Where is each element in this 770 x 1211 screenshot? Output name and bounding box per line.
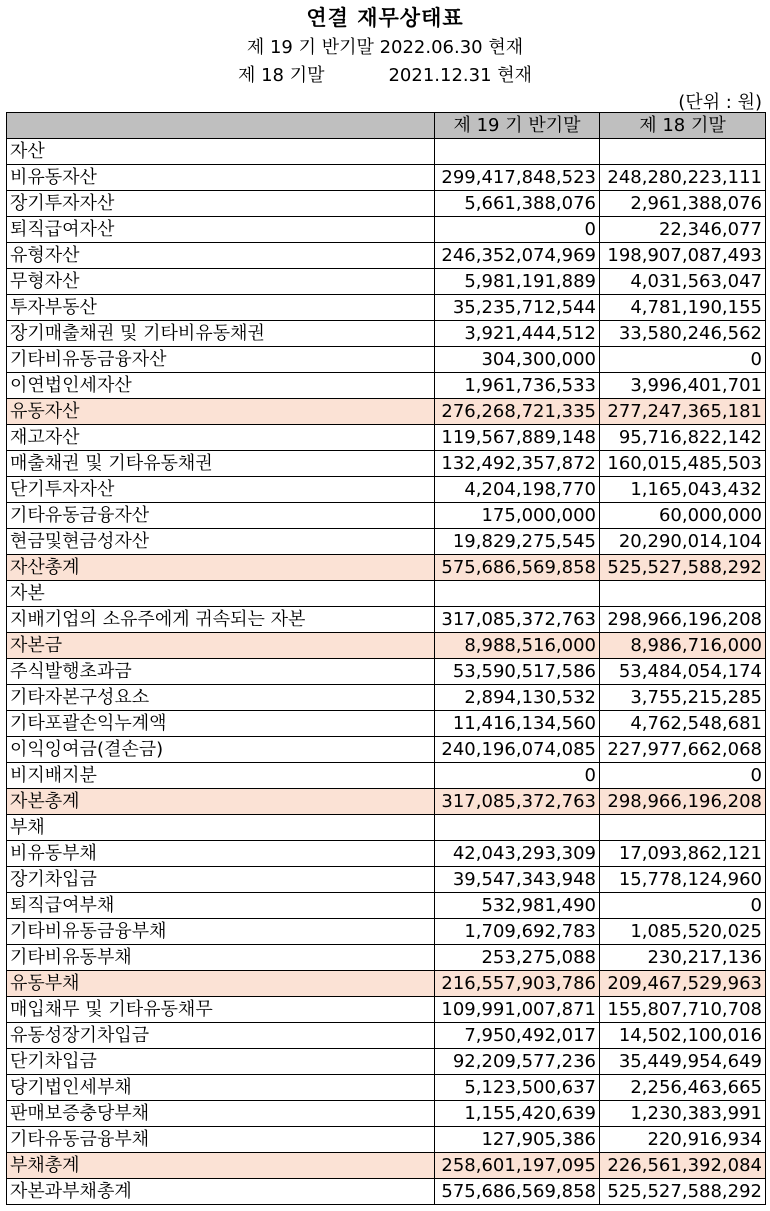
- current-period-value: 304,300,000: [435, 347, 600, 373]
- table-row: [7, 295, 766, 321]
- current-period-value: 1,961,736,533: [435, 373, 600, 399]
- row-label: 퇴직급여부채: [7, 893, 435, 919]
- current-period-value: 3,921,444,512: [435, 321, 600, 347]
- current-period-value: 299,417,848,523: [435, 165, 600, 191]
- header-cell-current-period: 제 19 기 반기말: [435, 113, 600, 139]
- prior-period-value: 298,966,196,208: [600, 607, 766, 633]
- prior-period-value: 4,762,548,681: [600, 711, 766, 737]
- row-label: 자본: [7, 581, 435, 607]
- row-label: 자본과부채총계: [7, 1179, 435, 1205]
- balance-sheet-table: [6, 112, 766, 1205]
- table-row: [7, 997, 766, 1023]
- prior-period-value: 230,217,136: [600, 945, 766, 971]
- current-period-value: 119,567,889,148: [435, 425, 600, 451]
- prior-period-value: [600, 139, 766, 165]
- current-period-value: 42,043,293,309: [435, 841, 600, 867]
- row-label: 유동부채: [7, 971, 435, 997]
- current-period-value: 4,204,198,770: [435, 477, 600, 503]
- current-period-value: 5,123,500,637: [435, 1075, 600, 1101]
- table-row: [7, 321, 766, 347]
- current-period-value: 127,905,386: [435, 1127, 600, 1153]
- current-period-value: 1,709,692,783: [435, 919, 600, 945]
- table-row: [7, 191, 766, 217]
- row-label: 지배기업의 소유주에게 귀속되는 자본: [7, 607, 435, 633]
- prior-period-value: 53,484,054,174: [600, 659, 766, 685]
- current-period-value: 11,416,134,560: [435, 711, 600, 737]
- row-label: 비지배지분: [7, 763, 435, 789]
- current-period-value: 2,894,130,532: [435, 685, 600, 711]
- row-label: 기타포괄손익누계액: [7, 711, 435, 737]
- row-label: 자산총계: [7, 555, 435, 581]
- row-label: 장기투자자산: [7, 191, 435, 217]
- prior-period-value: 1,230,383,991: [600, 1101, 766, 1127]
- table-row: [7, 971, 766, 997]
- table-row: [7, 477, 766, 503]
- table-row: [7, 1049, 766, 1075]
- table-row: [7, 685, 766, 711]
- row-label: 비유동부채: [7, 841, 435, 867]
- table-row: [7, 399, 766, 425]
- current-period-value: 5,981,191,889: [435, 269, 600, 295]
- row-label: 투자부동산: [7, 295, 435, 321]
- current-period-value: 253,275,088: [435, 945, 600, 971]
- current-period-value: 317,085,372,763: [435, 607, 600, 633]
- current-period-value: 175,000,000: [435, 503, 600, 529]
- prior-period-value: 14,502,100,016: [600, 1023, 766, 1049]
- current-period-value: 216,557,903,786: [435, 971, 600, 997]
- table-row: [7, 893, 766, 919]
- prior-period-label: 제 18 기말: [237, 65, 325, 86]
- current-period-value: 258,601,197,095: [435, 1153, 600, 1179]
- row-label: 기타자본구성요소: [7, 685, 435, 711]
- table-row: [7, 711, 766, 737]
- row-label: 기타유동금융자산: [7, 503, 435, 529]
- report-title: 연결 재무상태표: [306, 6, 464, 30]
- prior-period-value: 209,467,529,963: [600, 971, 766, 997]
- row-label: 주식발행초과금: [7, 659, 435, 685]
- header-cell-prior-period: 제 18 기말: [600, 113, 766, 139]
- prior-period-value: 277,247,365,181: [600, 399, 766, 425]
- prior-period-value: 2,961,388,076: [600, 191, 766, 217]
- prior-period-value: 17,093,862,121: [600, 841, 766, 867]
- current-period-value: [435, 815, 600, 841]
- current-period-value: 1,155,420,639: [435, 1101, 600, 1127]
- current-period-value: [435, 581, 600, 607]
- prior-period-value: 35,449,954,649: [600, 1049, 766, 1075]
- row-label: 퇴직급여자산: [7, 217, 435, 243]
- current-period-value: 317,085,372,763: [435, 789, 600, 815]
- prior-period-value: 3,755,215,285: [600, 685, 766, 711]
- prior-period-value: [600, 815, 766, 841]
- table-row: [7, 1075, 766, 1101]
- prior-period-value: 2,256,463,665: [600, 1075, 766, 1101]
- prior-period-value: 4,031,563,047: [600, 269, 766, 295]
- table-row: [7, 1023, 766, 1049]
- current-period-value: 5,661,388,076: [435, 191, 600, 217]
- row-label: 장기매출채권 및 기타비유동채권: [7, 321, 435, 347]
- current-period-value: 92,209,577,236: [435, 1049, 600, 1075]
- table-row: [7, 243, 766, 269]
- current-period-value: [435, 139, 600, 165]
- table-body: [7, 139, 766, 1205]
- table-row: [7, 1101, 766, 1127]
- prior-period-value: 0: [600, 763, 766, 789]
- row-label: 유형자산: [7, 243, 435, 269]
- table-row: [7, 1179, 766, 1205]
- row-label: 무형자산: [7, 269, 435, 295]
- prior-period-value: 160,015,485,503: [600, 451, 766, 477]
- prior-period-value: 1,085,520,025: [600, 919, 766, 945]
- table-row: [7, 1127, 766, 1153]
- unit-label: (단위 : 원): [678, 92, 762, 113]
- prior-period-value: 220,916,934: [600, 1127, 766, 1153]
- table-row: [7, 165, 766, 191]
- row-label: 이연법인세자산: [7, 373, 435, 399]
- current-period-value: 0: [435, 763, 600, 789]
- table-row: [7, 139, 766, 165]
- row-label: 자산: [7, 139, 435, 165]
- table-row: [7, 737, 766, 763]
- prior-period-value: [600, 581, 766, 607]
- row-label: 판매보증충당부채: [7, 1101, 435, 1127]
- table-row: [7, 945, 766, 971]
- prior-period-value: 298,966,196,208: [600, 789, 766, 815]
- table-header-row: [7, 113, 766, 139]
- table-row: [7, 607, 766, 633]
- row-label: 부채총계: [7, 1153, 435, 1179]
- prior-period-value: 8,986,716,000: [600, 633, 766, 659]
- row-label: 기타비유동금융자산: [7, 347, 435, 373]
- prior-period-value: 33,580,246,562: [600, 321, 766, 347]
- prior-period-value: 1,165,043,432: [600, 477, 766, 503]
- prior-period-value: 248,280,223,111: [600, 165, 766, 191]
- table-row: [7, 347, 766, 373]
- prior-period-date: 2021.12.31 현재: [388, 65, 533, 86]
- current-period-value: 132,492,357,872: [435, 451, 600, 477]
- current-period-value: 39,547,343,948: [435, 867, 600, 893]
- current-period-value: 240,196,074,085: [435, 737, 600, 763]
- current-period-value: 35,235,712,544: [435, 295, 600, 321]
- current-period-line: 제 19 기 반기말 2022.06.30 현재: [246, 37, 524, 58]
- row-label: 이익잉여금(결손금): [7, 737, 435, 763]
- row-label: 단기투자자산: [7, 477, 435, 503]
- prior-period-value: 4,781,190,155: [600, 295, 766, 321]
- table-row: [7, 763, 766, 789]
- current-period-value: 19,829,275,545: [435, 529, 600, 555]
- row-label: 기타비유동부채: [7, 945, 435, 971]
- current-period-value: 575,686,569,858: [435, 1179, 600, 1205]
- row-label: 재고자산: [7, 425, 435, 451]
- row-label: 단기차입금: [7, 1049, 435, 1075]
- row-label: 현금및현금성자산: [7, 529, 435, 555]
- current-period-value: 276,268,721,335: [435, 399, 600, 425]
- table-row: [7, 633, 766, 659]
- row-label: 유동성장기차입금: [7, 1023, 435, 1049]
- table-row: [7, 555, 766, 581]
- row-label: 부채: [7, 815, 435, 841]
- row-label: 장기차입금: [7, 867, 435, 893]
- table-row: [7, 1153, 766, 1179]
- header-cell-label: [7, 113, 435, 139]
- current-period-value: 7,950,492,017: [435, 1023, 600, 1049]
- prior-period-value: 22,346,077: [600, 217, 766, 243]
- current-period-value: 109,991,007,871: [435, 997, 600, 1023]
- table-row: [7, 841, 766, 867]
- table-row: [7, 217, 766, 243]
- prior-period-value: 20,290,014,104: [600, 529, 766, 555]
- row-label: 자본총계: [7, 789, 435, 815]
- report-header: [0, 0, 770, 112]
- prior-period-value: 155,807,710,708: [600, 997, 766, 1023]
- prior-period-value: 227,977,662,068: [600, 737, 766, 763]
- prior-period-value: 0: [600, 347, 766, 373]
- current-period-value: 575,686,569,858: [435, 555, 600, 581]
- prior-period-value: 198,907,087,493: [600, 243, 766, 269]
- table-row: [7, 659, 766, 685]
- row-label: 기타비유동금융부채: [7, 919, 435, 945]
- table-row: [7, 581, 766, 607]
- table-row: [7, 373, 766, 399]
- row-label: 매입채무 및 기타유동채무: [7, 997, 435, 1023]
- prior-period-value: 95,716,822,142: [600, 425, 766, 451]
- row-label: 자본금: [7, 633, 435, 659]
- prior-period-line: [0, 61, 770, 87]
- current-period-value: 8,988,516,000: [435, 633, 600, 659]
- prior-period-value: 0: [600, 893, 766, 919]
- row-label: 유동자산: [7, 399, 435, 425]
- row-label: 비유동자산: [7, 165, 435, 191]
- table-row: [7, 425, 766, 451]
- table-row: [7, 867, 766, 893]
- prior-period-value: 15,778,124,960: [600, 867, 766, 893]
- row-label: 당기법인세부채: [7, 1075, 435, 1101]
- prior-period-value: 525,527,588,292: [600, 1179, 766, 1205]
- current-period-value: 532,981,490: [435, 893, 600, 919]
- table-row: [7, 789, 766, 815]
- current-period-value: 246,352,074,969: [435, 243, 600, 269]
- prior-period-value: 3,996,401,701: [600, 373, 766, 399]
- prior-period-value: 60,000,000: [600, 503, 766, 529]
- prior-period-value: 226,561,392,084: [600, 1153, 766, 1179]
- table-row: [7, 529, 766, 555]
- prior-period-value: 525,527,588,292: [600, 555, 766, 581]
- table-row: [7, 451, 766, 477]
- table-row: [7, 269, 766, 295]
- row-label: 매출채권 및 기타유동채권: [7, 451, 435, 477]
- current-period-value: 0: [435, 217, 600, 243]
- table-row: [7, 919, 766, 945]
- row-label: 기타유동금융부채: [7, 1127, 435, 1153]
- table-row: [7, 815, 766, 841]
- current-period-value: 53,590,517,586: [435, 659, 600, 685]
- table-row: [7, 503, 766, 529]
